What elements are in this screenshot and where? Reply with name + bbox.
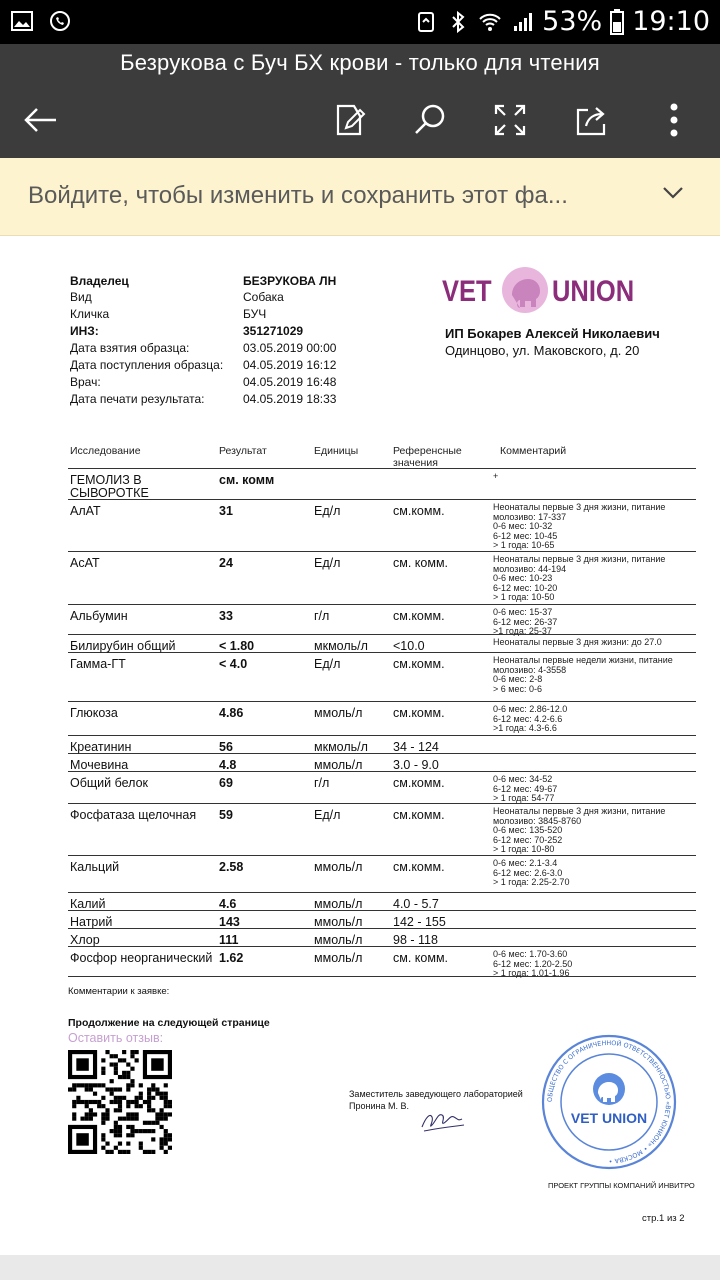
result-value: 69 [219, 776, 233, 790]
page-gap [0, 1255, 720, 1280]
result-value: < 4.0 [219, 657, 248, 671]
wifi-icon [478, 10, 502, 34]
sign-in-banner[interactable] [0, 158, 720, 236]
reference-range: 34 - 124 [393, 740, 439, 754]
test-name: Глюкоза [70, 706, 118, 720]
reference-range: см.комм. [393, 657, 445, 671]
comment: 0-6 мес: 2.1-3.4 6-12 мес: 2.6-3.0 > 1 года: 2.25-2.70 [493, 858, 570, 888]
table-row [68, 605, 696, 635]
comment: Неонаталы первые 3 дня жизни, питание молозиво: 44-194 0-6 мес: 10-23 6-12 мес: 10-20 > 1 года: 10-50 [493, 554, 666, 603]
edit-document-icon [332, 102, 368, 138]
table-row [68, 754, 696, 772]
result-value: 1.62 [219, 951, 244, 965]
table-row [68, 804, 696, 856]
signer-name: Пронина М. В. [349, 1101, 409, 1111]
header-comment: Комментарий [500, 445, 567, 457]
stamp-seal-icon [540, 1033, 678, 1171]
owner-field-label: Кличка [70, 307, 110, 321]
result-value: 33 [219, 609, 233, 623]
comment: 0-6 мес: 34-52 6-12 мес: 49-67 > 1 года: 54-77 [493, 774, 558, 804]
reference-range: см.комм. [393, 504, 445, 518]
more-vertical-icon [669, 103, 679, 137]
owner-field-label: Владелец [70, 274, 129, 288]
units: Ед/л [314, 657, 341, 671]
document-page [0, 237, 720, 1255]
comment: 0-6 мес: 2.86-12.0 6-12 мес: 4.2-6.6 >1 года: 4.3-6.6 [493, 704, 568, 734]
owner-field-value: 351271029 [243, 324, 304, 338]
table-row [68, 500, 696, 552]
units: ммоль/л [314, 706, 363, 720]
continued-note: Продолжение на следующей странице [68, 1017, 270, 1029]
logo-text-right: UNION [552, 275, 635, 308]
app-bar [0, 44, 720, 158]
comment: Неонаталы первые 3 дня жизни: до 27.0 [493, 637, 662, 647]
reference-range: см.комм. [393, 808, 445, 822]
test-name: Натрий [70, 915, 113, 929]
bluetooth-icon [446, 10, 470, 34]
owner-field-label: Дата взятия образца: [70, 341, 190, 355]
signature-image [418, 1105, 470, 1135]
units: г/л [314, 776, 330, 790]
test-name: АлАТ [70, 504, 101, 518]
table-row [68, 469, 696, 500]
signer-title: Заместитель заведующего лабораторией [349, 1089, 523, 1099]
edit-button[interactable] [330, 100, 370, 140]
document-title: Безрукова с Буч БХ крови - только для чтения [120, 50, 600, 75]
chevron-down-icon[interactable] [662, 186, 684, 200]
test-name: Гамма-ГТ [70, 657, 126, 671]
owner-field-label: Дата печати результата: [70, 392, 205, 406]
units: ммоль/л [314, 860, 363, 874]
reference-range: 142 - 155 [393, 915, 446, 929]
result-value: < 1.80 [219, 639, 255, 653]
table-row [68, 856, 696, 893]
result-value: 4.8 [219, 758, 237, 772]
page-number: стр.1 из 2 [642, 1213, 685, 1224]
comment: + [493, 471, 499, 481]
test-name: Билирубин общий [70, 639, 176, 653]
vet-union-logo [442, 265, 634, 315]
arrow-left-icon [22, 105, 58, 135]
battery-percent: 53% [542, 6, 603, 37]
share-button[interactable] [572, 100, 612, 140]
search-button[interactable] [410, 100, 450, 140]
reference-range: см.комм. [393, 776, 445, 790]
table-row [68, 772, 696, 804]
clock: 19:10 [632, 6, 710, 37]
elephant-logo-icon [498, 265, 552, 315]
table-row [68, 552, 696, 605]
reference-range: <10.0 [393, 639, 425, 653]
result-value: 31 [219, 504, 233, 518]
table-row [68, 911, 696, 929]
units: ммоль/л [314, 897, 363, 911]
test-name: Хлор [70, 933, 100, 947]
result-value: 59 [219, 808, 233, 822]
table-row [68, 635, 696, 653]
comment: Неонаталы первые недели жизни, питание молозиво: 4-3558 0-6 мес: 2-8 > 6 мес: 0-6 [493, 655, 673, 694]
result-value: 143 [219, 915, 240, 929]
share-icon [574, 102, 610, 138]
header-result: Результат [219, 445, 267, 457]
test-name: Фосфор неорганический [70, 951, 213, 965]
reference-range: 3.0 - 9.0 [393, 758, 439, 772]
units: Ед/л [314, 556, 341, 570]
header-ref: Референсные значения [393, 445, 462, 469]
comments-label: Комментарии к заявке: [68, 986, 170, 997]
test-name: Мочевина [70, 758, 129, 772]
reference-range: см. комм. [393, 951, 449, 965]
units: ммоль/л [314, 933, 363, 947]
test-name: Кальций [70, 860, 120, 874]
units: мкмоль/л [314, 639, 368, 653]
qr-code[interactable] [68, 1050, 172, 1154]
reference-range: см. комм. [393, 556, 449, 570]
owner-field-value: 04.05.2019 18:33 [243, 392, 337, 406]
owner-field-value: 04.05.2019 16:48 [243, 375, 337, 389]
result-value: 56 [219, 740, 233, 754]
reference-range: см.комм. [393, 860, 445, 874]
owner-field-label: Вид [70, 290, 92, 304]
table-row [68, 929, 696, 947]
header-test: Исследование [70, 445, 141, 457]
back-button[interactable] [20, 100, 60, 140]
table-row [68, 702, 696, 736]
test-name: Фосфатаза щелочная [70, 808, 197, 822]
units: г/л [314, 609, 330, 623]
units: Ед/л [314, 504, 341, 518]
owner-field-value: БЕЗРУКОВА ЛН [243, 274, 337, 288]
owner-field-value: БУЧ [243, 307, 267, 321]
lab-address: Одинцово, ул. Маковского, д. 20 [445, 343, 640, 358]
fullscreen-button[interactable] [490, 100, 530, 140]
group-note: ПРОЕКТ ГРУППЫ КОМПАНИЙ ИНВИТРО [548, 1181, 695, 1190]
test-name: Креатинин [70, 740, 132, 754]
comment: 0-6 мес: 15-37 6-12 мес: 26-37 >1 года: 25-37 [493, 607, 558, 637]
test-name: Альбумин [70, 609, 128, 623]
result-value: 4.6 [219, 897, 237, 911]
owner-field-label: Врач: [70, 375, 101, 389]
owner-field-label: Дата поступления образца: [70, 358, 224, 372]
reference-range: 4.0 - 5.7 [393, 897, 439, 911]
test-name: ГЕМОЛИЗ В СЫВОРОТКЕ [70, 473, 149, 500]
status-bar [0, 0, 720, 44]
header-units: Единицы [314, 445, 359, 457]
lab-name: ИП Бокарев Алексей Николаевич [445, 326, 660, 341]
search-icon [412, 102, 448, 138]
result-value: см. комм [219, 473, 275, 487]
gallery-notification-icon [10, 9, 34, 33]
units: Ед/л [314, 808, 341, 822]
more-options-button[interactable] [654, 100, 694, 140]
feedback-link[interactable]: Оставить отзыв: [68, 1031, 164, 1045]
units: ммоль/л [314, 758, 363, 772]
owner-field-value: 03.05.2019 00:00 [243, 341, 337, 355]
table-row [68, 653, 696, 702]
battery-icon [610, 9, 624, 35]
result-value: 111 [219, 933, 239, 947]
svg-text:VET UNION: VET UNION [570, 1110, 648, 1126]
table-row [68, 893, 696, 911]
units: мкмоль/л [314, 740, 368, 754]
owner-field-label: ИНЗ: [70, 324, 99, 338]
result-value: 24 [219, 556, 233, 570]
comment: Неонаталы первые 3 дня жизни, питание молозиво: 17-337 0-6 мес: 10-32 6-12 мес: 10-45 > 1 года: 10-65 [493, 502, 666, 551]
svg-text:ОБЩЕСТВО С ОГРАНИЧЕННОЙ ОТВЕТС: ОБЩЕСТВО С ОГРАНИЧЕННОЙ ОТВЕТСТВЕННОСТЬЮ «ВЕТ ЮНИОН» • МОСКВА • [545, 1038, 673, 1166]
banner-text: Войдите, чтобы изменить и сохранить этот фа... [28, 182, 568, 209]
table-row [68, 947, 696, 977]
owner-field-value: 04.05.2019 16:12 [243, 358, 337, 372]
test-name: Калий [70, 897, 106, 911]
owner-field-value: Собака [243, 290, 284, 304]
test-name: Общий белок [70, 776, 149, 790]
reference-range: см.комм. [393, 706, 445, 720]
reference-range: см.комм. [393, 609, 445, 623]
expand-icon [493, 103, 527, 137]
table-row [68, 736, 696, 754]
recycle-icon [414, 10, 438, 34]
units: ммоль/л [314, 915, 363, 929]
company-stamp [540, 1033, 678, 1171]
logo-text-left: VET [442, 275, 492, 308]
whatsapp-notification-icon [48, 9, 72, 33]
comment: 0-6 мес: 1.70-3.60 6-12 мес: 1.20-2.50 > 1 года: 1.01-1.96 [493, 949, 573, 979]
result-value: 4.86 [219, 706, 244, 720]
reference-range: 98 - 118 [393, 933, 438, 947]
comment: Неонаталы первые 3 дня жизни, питание молозиво: 3845-8760 0-6 мес: 135-520 6-12 мес: 70-252 > 1 года: 10-80 [493, 806, 666, 855]
units: ммоль/л [314, 951, 363, 965]
test-name: АсАТ [70, 556, 100, 570]
result-value: 2.58 [219, 860, 244, 874]
signal-icon [510, 10, 534, 34]
